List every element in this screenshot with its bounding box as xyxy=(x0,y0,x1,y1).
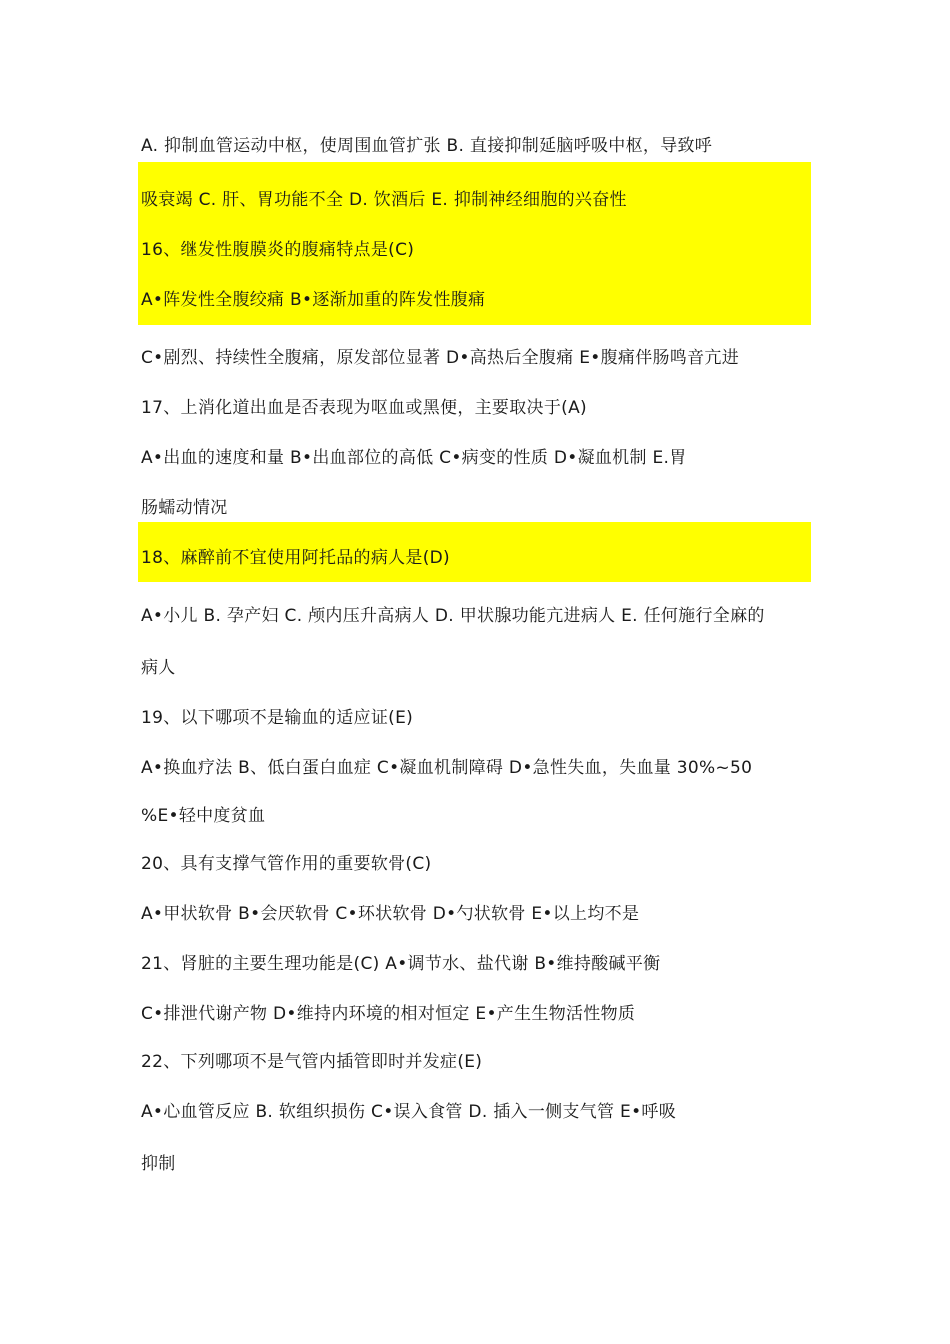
text-line: 肠蠕动情况 xyxy=(141,498,228,518)
question-17: 17、上消化道出血是否表现为呕血或黑便，主要取决于(A) xyxy=(141,398,587,418)
question-16: 16、继发性腹膜炎的腹痛特点是(C) xyxy=(141,240,415,260)
question-19: 19、以下哪项不是输血的适应证(E) xyxy=(141,708,414,728)
text-line: A•小儿 B. 孕产妇 C. 颅内压升高病人 D. 甲状腺功能亢进病人 E. 任何施行全麻的 xyxy=(141,606,765,626)
text-line: A•出血的速度和量 B•出血部位的高低 C•病变的性质 D•凝血机制 E.胃 xyxy=(141,448,687,468)
text-line: A. 抑制血管运动中枢，使周围血管扩张 B. 直接抑制延脑呼吸中枢，导致呼 xyxy=(141,136,713,156)
text-line: 病人 xyxy=(141,658,176,678)
text-line: 抑制 xyxy=(141,1154,176,1174)
text-line: C•剧烈、持续性全腹痛，原发部位显著 D•高热后全腹痛 E•腹痛伴肠鸣音亢进 xyxy=(141,348,739,368)
text-line: C•排泄代谢产物 D•维持内环境的相对恒定 E•产生生物活性物质 xyxy=(141,1004,636,1024)
text-line: A•换血疗法 B、低白蛋白血症 C•凝血机制障碍 D•急性失血，失血量 30%~50 xyxy=(141,758,753,778)
text-line: 吸衰竭 C. 肝、胃功能不全 D. 饮酒后 E. 抑制神经细胞的兴奋性 xyxy=(141,190,627,210)
text-line: A•甲状软骨 B•会厌软骨 C•环状软骨 D•勺状软骨 E•以上均不是 xyxy=(141,904,640,924)
question-20: 20、具有支撑气管作用的重要软骨(C) xyxy=(141,854,432,874)
text-line: %E•轻中度贫血 xyxy=(141,806,266,826)
question-21: 21、肾脏的主要生理功能是(C) A•调节水、盐代谢 B•维持酸碱平衡 xyxy=(141,954,661,974)
question-22: 22、下列哪项不是气管内插管即时并发症(E) xyxy=(141,1052,483,1072)
text-line: A•心血管反应 B. 软组织损伤 C•误入食管 D. 插入一侧支气管 E•呼吸 xyxy=(141,1102,677,1122)
question-18: 18、麻醉前不宜使用阿托品的病人是(D) xyxy=(141,548,450,568)
text-line: A•阵发性全腹绞痛 B•逐渐加重的阵发性腹痛 xyxy=(141,290,486,310)
